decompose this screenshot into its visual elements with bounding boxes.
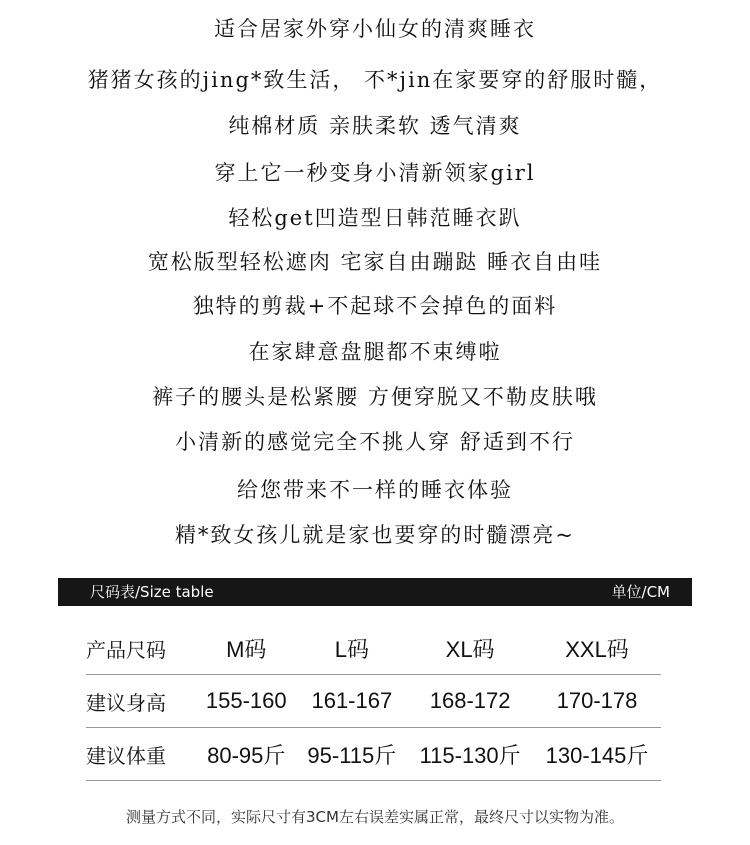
description-line-10: 小清新的感觉完全不挑人穿 舒适到不行	[175, 430, 575, 454]
description-line-2: 猪猪女孩的jing*致生活， 不*jin在家要穿的舒服时髓，	[87, 68, 663, 92]
height-l: 161-167	[297, 675, 408, 728]
height-xl: 168-172	[407, 675, 533, 728]
weight-label: 建议体重	[86, 728, 196, 781]
description-line-5: 轻松get凹造型日韩范睡衣趴	[228, 206, 522, 230]
size-header-m: M码	[196, 622, 297, 675]
weight-m: 80-95斤	[196, 728, 297, 781]
weight-xxl: 130-145斤	[533, 728, 661, 781]
size-header-l: L码	[297, 622, 408, 675]
description-line-4: 穿上它一秒变身小清新领家girl	[214, 161, 536, 185]
height-label: 建议身高	[86, 675, 196, 728]
size-table-header-bar	[58, 578, 692, 606]
size-table-unit: 单位/CM	[611, 583, 670, 601]
description-line-1: 适合居家外穿小仙女的清爽睡衣	[214, 17, 536, 41]
height-xxl: 170-178	[533, 675, 661, 728]
measurement-footnote: 测量方式不同，实际尺寸有3CM左右误差实属正常，最终尺寸以实物为准。	[126, 808, 624, 826]
description-line-9: 裤子的腰头是松紧腰 方便穿脱又不勒皮肤哦	[152, 385, 598, 409]
size-table-header-row	[86, 622, 661, 675]
description-line-11: 给您带来不一样的睡衣体验	[237, 478, 513, 502]
size-header-product-size: 产品尺码	[86, 622, 196, 675]
weight-xl: 115-130斤	[407, 728, 533, 781]
size-table-title: 尺码表/Size table	[90, 583, 214, 601]
size-table-row-weight	[86, 728, 661, 781]
size-header-xl: XL码	[407, 622, 533, 675]
size-table-row-height	[86, 675, 661, 728]
description-line-12: 精*致女孩儿就是家也要穿的时髓漂亮~	[174, 523, 576, 547]
weight-l: 95-115斤	[297, 728, 408, 781]
description-line-7: 独特的剪裁+不起球不会掉色的面料	[192, 294, 558, 318]
height-m: 155-160	[196, 675, 297, 728]
description-line-8: 在家肆意盘腿都不束缚啦	[248, 340, 502, 364]
size-table	[86, 622, 661, 781]
size-header-xxl: XXL码	[533, 622, 661, 675]
description-line-6: 宽松版型轻松遮肉 宅家自由蹦跶 睡衣自由哇	[147, 250, 603, 274]
description-line-3: 纯棉材质 亲肤柔软 透气清爽	[228, 114, 522, 138]
